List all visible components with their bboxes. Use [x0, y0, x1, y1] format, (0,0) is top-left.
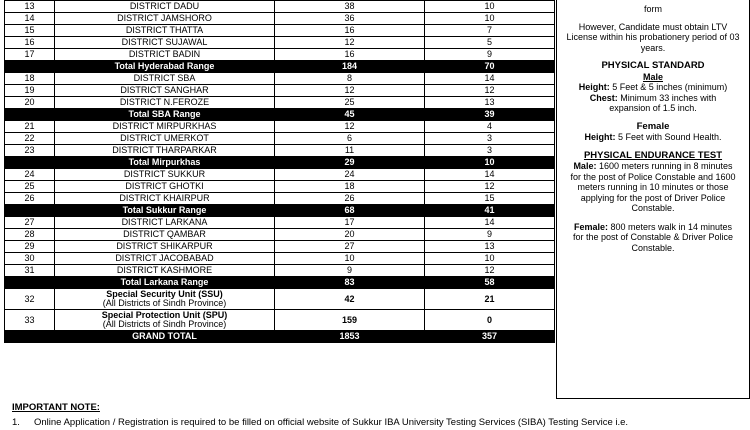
row-number: 32	[5, 289, 55, 310]
requirements-panel	[556, 0, 750, 399]
col-b-value: 5	[425, 37, 555, 49]
total-col-a: 1853	[275, 331, 425, 343]
unit-title: Special Protection Unit (SPU)	[101, 310, 228, 320]
col-a-value: 36	[275, 13, 425, 25]
note-1: 1. Online Application / Registration is required to be filled on official website of Sukkur IBA University Testing Services (SIBA) Testing Service i.e.	[12, 417, 629, 428]
female-height: Height: 5 Feet with Sound Health.	[584, 132, 722, 142]
total-col-a: 83	[275, 277, 425, 289]
col-a-value: 8	[275, 73, 425, 85]
endurance-heading: PHYSICAL ENDURANCE TEST	[583, 149, 723, 161]
district-name: DISTRICT SHIKARPUR	[55, 241, 275, 253]
range-total-row	[5, 109, 555, 121]
district-name: DISTRICT SUKKUR	[55, 169, 275, 181]
row-number: 14	[5, 13, 55, 25]
col-a-value: 25	[275, 97, 425, 109]
total-label: GRAND TOTAL	[55, 331, 275, 343]
district-name: DISTRICT DADU	[55, 1, 275, 13]
female-subheading: Female	[636, 120, 670, 132]
row-number: 30	[5, 253, 55, 265]
col-a-value: 24	[275, 169, 425, 181]
table-row	[5, 73, 555, 85]
form-text: form	[644, 4, 662, 14]
ltv-text: However, Candidate must obtain LTV License within his probationery period of 03 years.	[566, 21, 740, 53]
table-row	[5, 145, 555, 157]
col-a-value: 20	[275, 229, 425, 241]
total-col-a: 29	[275, 157, 425, 169]
row-number: 18	[5, 73, 55, 85]
row-number: 26	[5, 193, 55, 205]
col-b-value: 12	[425, 265, 555, 277]
row-number: 15	[5, 25, 55, 37]
col-b-value: 13	[425, 241, 555, 253]
table-row	[5, 25, 555, 37]
blank-cell	[5, 157, 55, 169]
female-endurance: Female: 800 meters walk in 14 minutes for the post of Constable & Driver Police Constable.	[572, 221, 734, 253]
row-number: 17	[5, 49, 55, 61]
col-a-value: 12	[275, 121, 425, 133]
male-subheading: Male	[642, 71, 663, 82]
district-name: DISTRICT MIRPURKHAS	[55, 121, 275, 133]
blank-cell	[5, 331, 55, 343]
district-name: DISTRICT UMERKOT	[55, 133, 275, 145]
table-row	[5, 85, 555, 97]
row-number: 22	[5, 133, 55, 145]
table-row	[5, 217, 555, 229]
table-row	[5, 37, 555, 49]
table-row	[5, 241, 555, 253]
row-number: 20	[5, 97, 55, 109]
col-a-value: 16	[275, 49, 425, 61]
total-label: Total Mirpurkhas	[55, 157, 275, 169]
total-col-b: 41	[425, 205, 555, 217]
table-row	[5, 265, 555, 277]
total-col-b: 70	[425, 61, 555, 73]
col-a-value: 12	[275, 37, 425, 49]
district-name: DISTRICT GHOTKI	[55, 181, 275, 193]
range-total-row	[5, 277, 555, 289]
col-b-value: 15	[425, 193, 555, 205]
col-a-value: 9	[275, 265, 425, 277]
col-a-value: 38	[275, 1, 425, 13]
col-b-value: 13	[425, 97, 555, 109]
unit-name	[55, 289, 275, 310]
row-number: 24	[5, 169, 55, 181]
col-a-value: 10	[275, 253, 425, 265]
table-row	[5, 97, 555, 109]
district-name: DISTRICT BADIN	[55, 49, 275, 61]
row-number: 13	[5, 1, 55, 13]
notes-title: IMPORTANT NOTE:	[12, 402, 100, 413]
district-name: DISTRICT SANGHAR	[55, 85, 275, 97]
district-name: DISTRICT KHAIRPUR	[55, 193, 275, 205]
total-label: Total Larkana Range	[55, 277, 275, 289]
col-a-value: 12	[275, 85, 425, 97]
col-b-value: 7	[425, 25, 555, 37]
blank-cell	[5, 61, 55, 73]
total-label: Total SBA Range	[55, 109, 275, 121]
col-a-value: 27	[275, 241, 425, 253]
col-b-value: 21	[425, 289, 555, 310]
district-name: DISTRICT THATTA	[55, 25, 275, 37]
row-number: 31	[5, 265, 55, 277]
row-number: 19	[5, 85, 55, 97]
col-b-value: 10	[425, 1, 555, 13]
table-row	[5, 133, 555, 145]
total-label: Total Hyderabad Range	[55, 61, 275, 73]
col-b-value: 9	[425, 49, 555, 61]
table-row	[5, 229, 555, 241]
col-a-value: 11	[275, 145, 425, 157]
total-col-a: 45	[275, 109, 425, 121]
col-b-value: 10	[425, 13, 555, 25]
col-b-value: 14	[425, 73, 555, 85]
total-col-a: 68	[275, 205, 425, 217]
district-name: DISTRICT KASHMORE	[55, 265, 275, 277]
special-unit-row	[5, 289, 555, 310]
row-number: 33	[5, 310, 55, 331]
blank-cell	[5, 109, 55, 121]
male-endurance: Male: 1600 meters running in 8 minutes for the post of Police Constable and 1600 meters running in 10 minutes or those applying for the post of Driver Police Constable.	[570, 161, 736, 213]
unit-name	[55, 310, 275, 331]
col-a-value: 159	[275, 310, 425, 331]
col-b-value: 12	[425, 181, 555, 193]
col-b-value: 14	[425, 169, 555, 181]
col-a-value: 6	[275, 133, 425, 145]
district-name: DISTRICT SUJAWAL	[55, 37, 275, 49]
col-b-value: 0	[425, 310, 555, 331]
district-name: DISTRICT JAMSHORO	[55, 13, 275, 25]
row-number: 27	[5, 217, 55, 229]
blank-cell	[5, 277, 55, 289]
col-b-value: 4	[425, 121, 555, 133]
col-a-value: 16	[275, 25, 425, 37]
row-number: 16	[5, 37, 55, 49]
district-name: DISTRICT THARPARKAR	[55, 145, 275, 157]
col-b-value: 12	[425, 85, 555, 97]
total-col-b: 10	[425, 157, 555, 169]
row-number: 28	[5, 229, 55, 241]
district-name: DISTRICT SBA	[55, 73, 275, 85]
male-height: Height: 5 Feet & 5 inches (minimum)	[578, 82, 728, 92]
total-label: Total Sukkur Range	[55, 205, 275, 217]
district-name: DISTRICT QAMBAR	[55, 229, 275, 241]
row-number: 21	[5, 121, 55, 133]
row-number: 23	[5, 145, 55, 157]
col-b-value: 14	[425, 217, 555, 229]
male-chest: Chest: Minimum 33 inches with expansion of 1.5 inch.	[589, 92, 717, 113]
col-b-value: 9	[425, 229, 555, 241]
col-b-value: 3	[425, 145, 555, 157]
col-a-value: 26	[275, 193, 425, 205]
important-notes	[12, 402, 748, 428]
range-total-row	[5, 205, 555, 217]
table-row	[5, 121, 555, 133]
district-quota-table	[4, 0, 555, 343]
col-a-value: 42	[275, 289, 425, 310]
blank-cell	[5, 205, 55, 217]
table-row	[5, 13, 555, 25]
table-row	[5, 169, 555, 181]
col-b-value: 10	[425, 253, 555, 265]
physical-standard-heading: PHYSICAL STANDARD	[601, 60, 705, 71]
range-total-row	[5, 157, 555, 169]
unit-title: Special Security Unit (SSU)	[106, 289, 223, 299]
range-total-row	[5, 61, 555, 73]
total-col-b: 58	[425, 277, 555, 289]
table-row	[5, 193, 555, 205]
table-row	[5, 1, 555, 13]
district-name: DISTRICT N.FEROZE	[55, 97, 275, 109]
unit-subtitle: (All Districts of Sindh Province)	[102, 319, 227, 329]
row-number: 29	[5, 241, 55, 253]
total-col-b: 357	[425, 331, 555, 343]
col-a-value: 17	[275, 217, 425, 229]
total-col-a: 184	[275, 61, 425, 73]
col-b-value: 3	[425, 133, 555, 145]
unit-subtitle: (All Districts of Sindh Province)	[102, 298, 227, 308]
col-a-value: 18	[275, 181, 425, 193]
total-col-b: 39	[425, 109, 555, 121]
district-name: DISTRICT LARKANA	[55, 217, 275, 229]
table-row	[5, 253, 555, 265]
grand-total-row	[5, 331, 555, 343]
table-row	[5, 49, 555, 61]
table-row	[5, 181, 555, 193]
district-name: DISTRICT JACOBABAD	[55, 253, 275, 265]
special-unit-row	[5, 310, 555, 331]
row-number: 25	[5, 181, 55, 193]
